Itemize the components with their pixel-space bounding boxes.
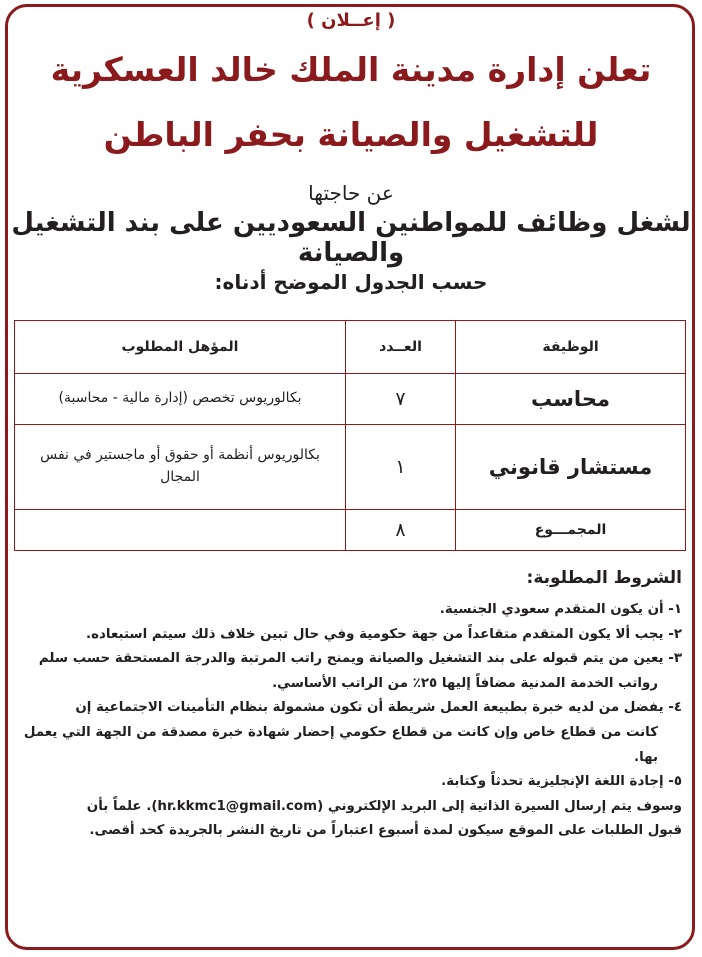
condition-item: ٤- يفضل من لديه خبرة بطبيعة العمل شريطة أن تكون مشمولة بنظام التأمينات الاجتماعية إن: [75, 700, 682, 716]
jobs-table: [14, 320, 686, 551]
header-job: الوظيفة: [456, 321, 686, 374]
ad-label: ( إعــلان ): [306, 10, 396, 31]
table-row: [15, 374, 686, 425]
table-header-row: [15, 321, 686, 374]
table-total-row: [15, 510, 686, 551]
header-count: العــدد: [346, 321, 456, 374]
total-empty-cell: [15, 510, 346, 551]
job-count: ٧: [346, 374, 456, 425]
conditions-title: الشروط المطلوبة:: [526, 568, 682, 588]
conditions-list: [18, 598, 682, 844]
title-line-2: للتشغيل والصيانة بحفر الباطن: [103, 115, 599, 154]
condition-item: رواتب الخدمة المدنية مضافاً إليها ٢٥٪ من الراتب الأساسي.: [272, 675, 658, 691]
table-row: [15, 425, 686, 510]
header-qualification: المؤهل المطلوب: [15, 321, 346, 374]
condition-item: بها.: [634, 749, 658, 765]
job-title: مستشار قانوني: [456, 425, 686, 510]
total-count: ٨: [346, 510, 456, 551]
footer-line-1-post: . علماً بأن: [86, 798, 152, 814]
jobs-line: لشغل وظائف للمواطنين السعوديين على بند التشغيل والصيانة: [11, 208, 691, 268]
condition-item: ١- أن يكون المتقدم سعودي الجنسية.: [439, 602, 682, 617]
contact-email: (hr.kkmc1@gmail.com): [151, 798, 324, 814]
need-line: عن حاجتها: [308, 181, 394, 205]
job-title: محاسب: [456, 374, 686, 425]
footer-line-1-pre: وسوف يتم إرسال السيرة الذاتية إلى البريد الإلكتروني: [327, 798, 682, 814]
schedule-line: حسب الجدول الموضح أدناه:: [214, 270, 488, 294]
condition-item: ٣- يعين من يتم قبوله على بند التشغيل والصيانة ويمنح راتب المرتبة والدرجة المستحقة حسب سلم: [38, 651, 682, 667]
job-count: ١: [346, 425, 456, 510]
job-qualification: بكالوريوس أنظمة أو حقوق أو ماجستير في نفس المجال: [15, 425, 346, 510]
job-qualification: بكالوريوس تخصص (إدارة مالية - محاسبة): [15, 374, 346, 425]
title-line-1: تعلن إدارة مدينة الملك خالد العسكرية: [50, 50, 652, 89]
condition-item: ٥- إجادة اللغة الإنجليزية تحدثاً وكتابة.: [441, 774, 682, 790]
condition-item: كانت من قطاع خاص وإن كانت من قطاع حكومي إحضار شهادة خبرة مصدقة من الجهة التي يعمل: [23, 724, 658, 740]
footer-line-2: قبول الطلبات على الموقع سيكون لمدة أسبوع اعتباراً من تاريخ النشر بالجريدة كحد أقصى.: [89, 823, 682, 839]
condition-item: ٢- يجب ألا يكون المتقدم متقاعداً من جهة حكومية وفي حال تبين خلاف ذلك سيتم استبعاده.: [86, 626, 682, 642]
footer-line-1: [18, 795, 682, 820]
total-label: المجمـــوع: [456, 510, 686, 551]
